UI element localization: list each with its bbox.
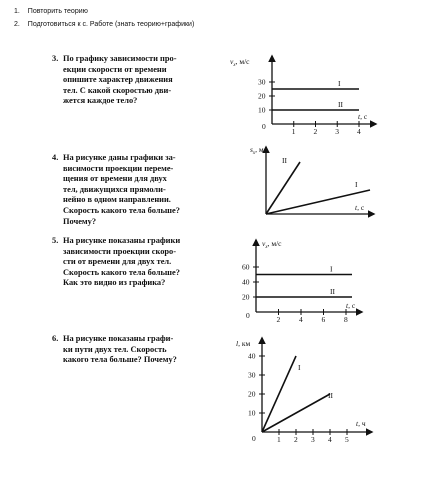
question-line: какого тела больше? Почему? <box>63 355 177 365</box>
x-tick-label: 8 <box>344 315 348 324</box>
question-line: зависимости проекции скоро- <box>63 246 177 256</box>
y-tick-label: 40 <box>248 351 256 361</box>
question-line: По графику зависимости про- <box>63 54 177 63</box>
question-number: 6. <box>52 334 59 343</box>
y-tick-label: 10 <box>248 408 256 418</box>
question-line: опишите характер движения <box>63 75 173 85</box>
x-tick-label: 1 <box>291 127 296 136</box>
y-tick-label: 20 <box>258 91 266 101</box>
y-tick-label: 30 <box>248 370 256 380</box>
origin-label: 0 <box>262 122 266 131</box>
question-line: Скорость какого тела больше? <box>63 205 180 215</box>
question-line: Почему? <box>63 216 97 226</box>
question-line: Скорость какого тела больше? <box>63 267 180 277</box>
y-axis-label: l, км <box>236 339 251 348</box>
question-line: Как это видно из графика? <box>63 278 166 288</box>
x-axis-label: t, с <box>355 203 365 212</box>
x-axis-label: t, с <box>346 301 356 310</box>
x-axis-label: t, ч <box>356 419 366 428</box>
graph-q5 <box>242 239 362 324</box>
x-tick-label: 6 <box>321 315 326 324</box>
task-text: Повторить теорию <box>27 8 88 15</box>
question-line: щения от времени для двух <box>63 174 167 184</box>
x-tick-label: 4 <box>328 435 332 444</box>
origin-label: 0 <box>252 434 256 443</box>
question-line: нейно в одном направлении. <box>63 195 171 205</box>
y-tick-label: 40 <box>242 277 250 287</box>
question-line: жется каждое тело? <box>63 96 138 106</box>
question-number: 4. <box>52 153 59 162</box>
x-tick-label: 4 <box>357 127 361 136</box>
graph-q3 <box>230 56 376 136</box>
question-line: На рисунке показаны графики <box>63 236 181 245</box>
question-number: 3. <box>52 54 59 63</box>
x-axis-label: t, с <box>358 112 368 121</box>
series-label: I <box>355 180 358 189</box>
y-axis-label: $s_x$, м <box>250 145 264 156</box>
series-line-I <box>262 356 296 432</box>
question-line: тел, движущихся прямоли- <box>63 184 166 194</box>
y-tick-label: 10 <box>258 105 266 115</box>
y-axis-label: $v_x$, м/с <box>262 239 282 250</box>
origin-label: 0 <box>246 311 250 320</box>
series-line-II <box>266 162 300 214</box>
x-tick-label: 2 <box>294 435 298 444</box>
series-label: II <box>338 100 343 109</box>
graph-q4 <box>250 145 374 214</box>
x-tick-label: 3 <box>335 127 339 136</box>
series-line-II <box>262 394 330 432</box>
y-tick-label: 30 <box>258 77 266 87</box>
question-line: екции скорости от времени <box>63 64 167 74</box>
x-tick-label: 3 <box>311 435 315 444</box>
question-number: 5. <box>52 236 59 245</box>
task-number: 2. <box>14 21 20 28</box>
series-label: I <box>298 363 301 372</box>
question-line: На рисунке показаны графи- <box>63 334 174 343</box>
question-line: висимости проекции переме- <box>63 163 174 173</box>
question-line: сти от времени для двух тел. <box>63 257 172 267</box>
question-line: тел. С какой скоростью дви- <box>63 85 172 95</box>
task-number: 1. <box>14 8 20 15</box>
series-label: II <box>328 391 333 400</box>
x-tick-label: 4 <box>299 315 303 324</box>
task-text: Подготовиться к с. Работе (знать теорию+графики) <box>27 21 195 28</box>
y-axis-label: $v_x$, м/с <box>230 57 250 68</box>
question-line: На рисунке даны графики за- <box>63 153 176 162</box>
x-tick-label: 2 <box>276 315 281 324</box>
x-tick-label: 1 <box>277 435 281 444</box>
graph-q6 <box>236 338 372 444</box>
y-tick-label: 20 <box>248 389 256 399</box>
question-line: ки пути двух тел. Скорость <box>63 344 167 354</box>
series-label: I <box>338 79 341 88</box>
x-tick-label: 2 <box>313 127 318 136</box>
y-tick-label: 60 <box>242 262 250 272</box>
series-label: II <box>282 156 287 165</box>
x-tick-label: 5 <box>345 435 349 444</box>
series-label: I <box>330 264 333 274</box>
series-label: II <box>330 287 335 296</box>
y-tick-label: 20 <box>242 292 250 302</box>
